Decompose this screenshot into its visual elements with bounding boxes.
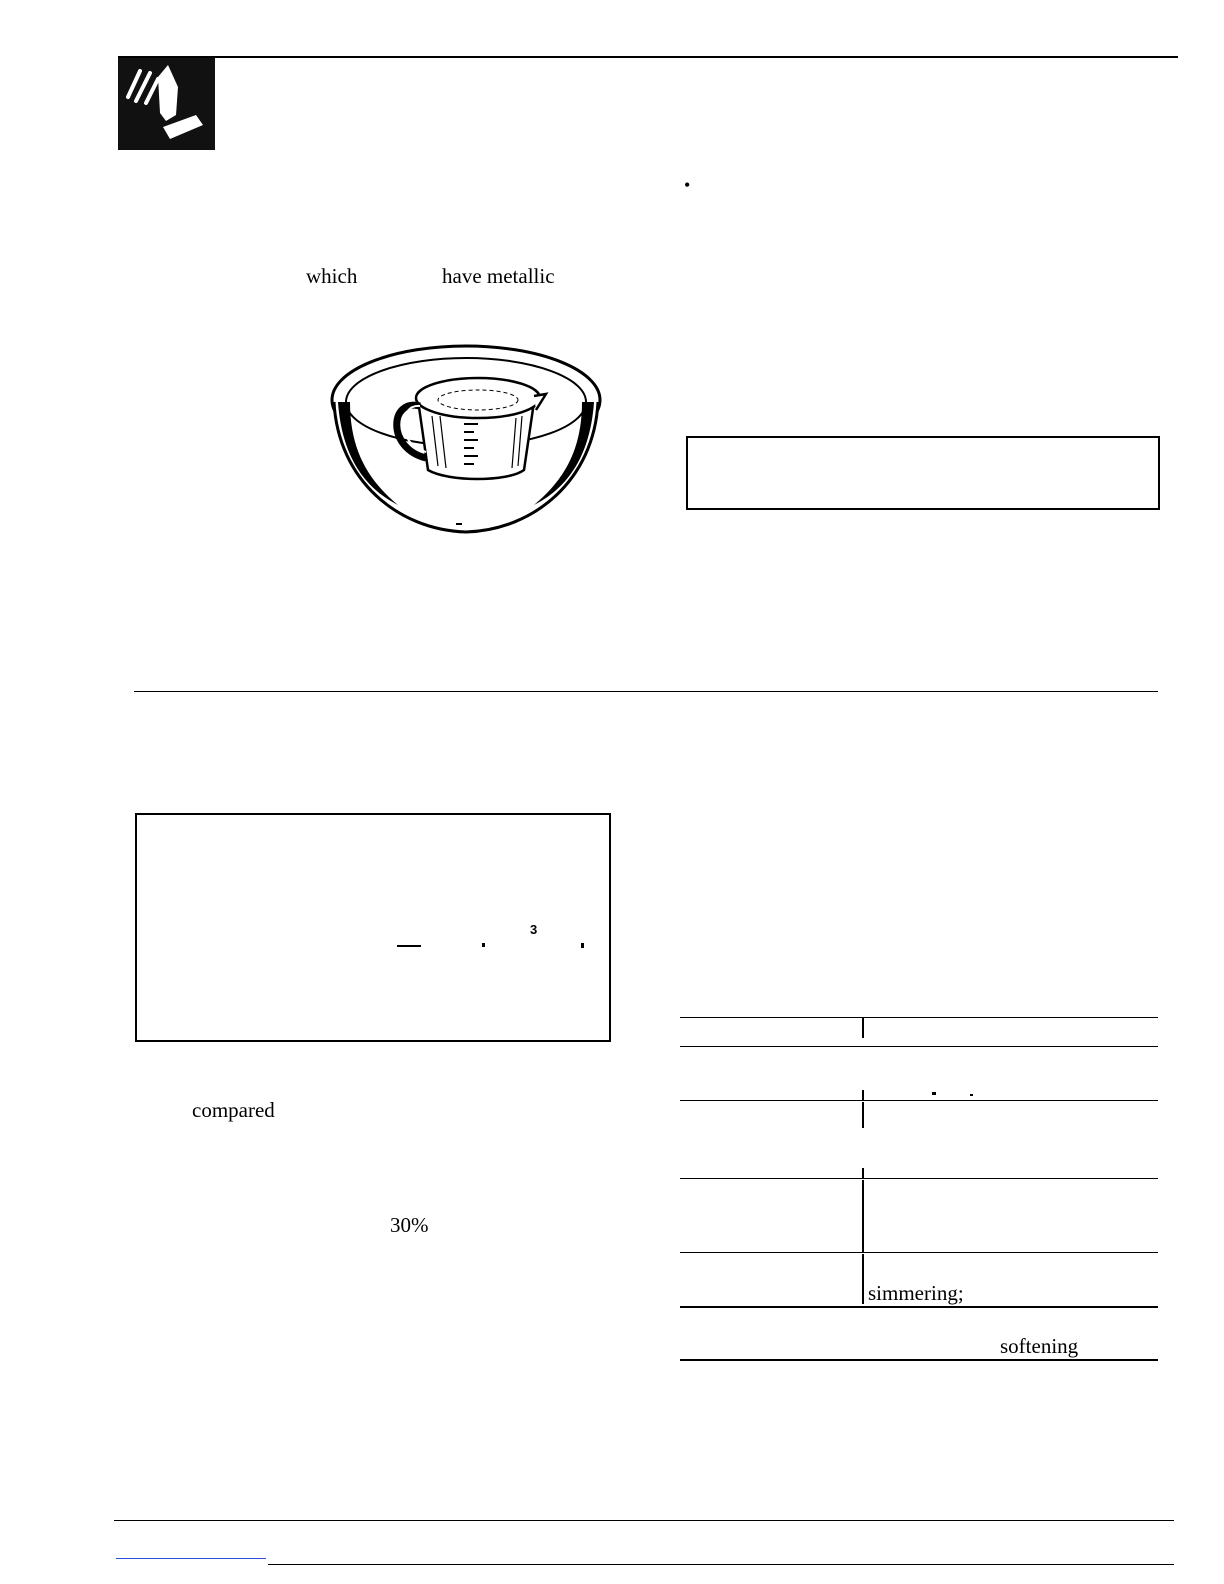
table-rule-1 [680,1017,1158,1018]
dot-mark-1 [482,943,485,947]
garbled-fragment-1 [397,945,421,947]
dot-mark-2 [581,943,584,948]
header-icon-block [118,57,215,150]
table-divider-2 [862,1090,864,1100]
footer-link-underline[interactable] [116,1558,266,1559]
tick-mark-a [932,1092,936,1095]
table-rule-5 [680,1252,1158,1253]
header-rule [118,56,1178,58]
footer-rule [114,1520,1174,1521]
table-cell-simmering: simmering; [868,1281,964,1305]
reference-table [680,1016,1160,1366]
boxed-note-right [686,436,1160,510]
table-rule-6 [680,1306,1158,1308]
table-divider-5 [862,1180,864,1252]
table-rule-4 [680,1178,1158,1179]
bullet-marker: • [684,175,691,195]
text-fragment-have-metallic: have metallic [442,264,555,288]
table-divider-4 [862,1168,864,1178]
tick-mark-b [970,1094,973,1096]
box-numeral: 3 [530,922,538,937]
boxed-note-left [135,813,611,1042]
table-rule-2 [680,1046,1158,1047]
table-divider-6 [862,1254,864,1304]
footer-bottom-rule [268,1564,1174,1565]
table-rule-3 [680,1100,1158,1101]
hand-pressing-pad-icon [118,57,215,150]
measuring-cup-in-bowl-illustration [328,340,604,540]
text-fragment-which: which [306,264,358,288]
text-fragment-compared: compared [192,1098,275,1122]
section-divider-rule [134,691,1158,692]
table-divider-3 [862,1102,864,1128]
text-fragment-percent: 30% [390,1213,429,1237]
table-cell-softening: softening [1000,1334,1079,1358]
table-rule-7 [680,1359,1158,1361]
table-divider-1 [862,1018,864,1038]
